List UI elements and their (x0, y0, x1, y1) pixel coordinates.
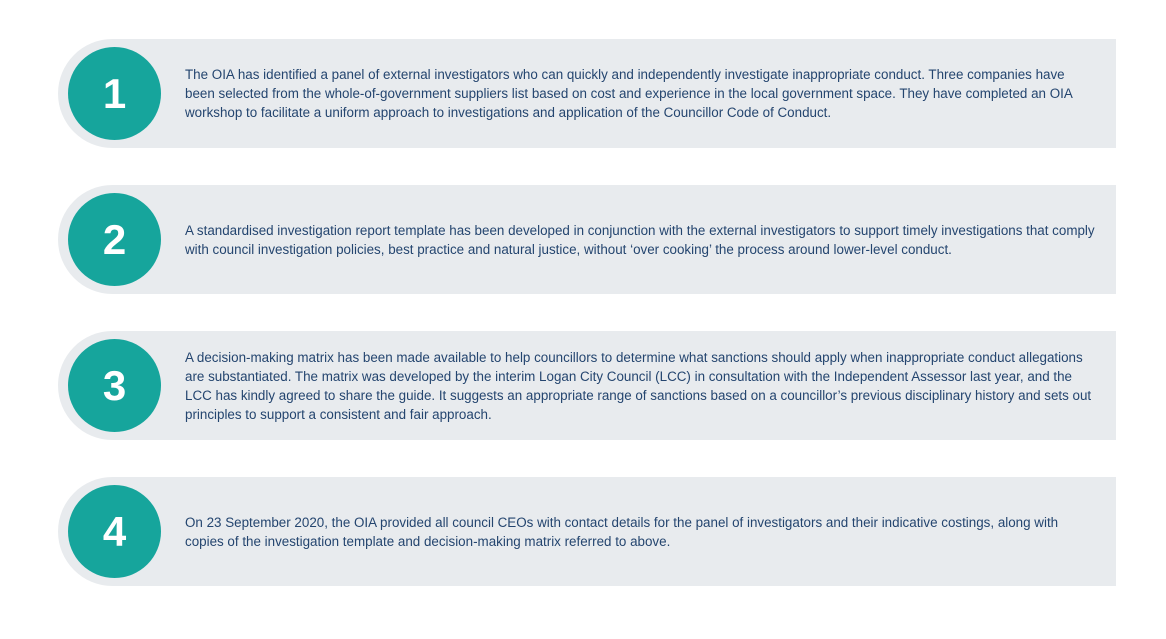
number-badge: 3 (68, 339, 161, 432)
list-item-2 (58, 185, 1116, 294)
list-item-4 (58, 477, 1116, 586)
list-item-3 (58, 331, 1116, 440)
item-text: A standardised investigation report template has been developed in conjunction with the external investigators to support timely investigations that comply with council investigation policies, best practice and natural justice, without ‘over cooking’ the process around lower-level conduct. (185, 222, 1095, 257)
item-text: The OIA has identified a panel of external investigators who can quickly and independently investigate inappropriate conduct. Three companies have been selected from the whole-of-government suppliers list based on cost and experience in the local government space. They have completed an OIA workshop to facilitate a uniform approach to investigations and application of the Councillor Code of Conduct. (185, 67, 1073, 120)
item-text: A decision-making matrix has been made available to help councillors to determine what sanctions should apply when inappropriate conduct allegations are substantiated. The matrix was developed by the interim Logan City Council (LCC) in consultation with the Independent Assessor last year, and the LCC has kindly agreed to share the guide. It suggests an appropriate range of sanctions based on a councillor’s previous disciplinary history and sets out principles to support a consistent and fair approach. (185, 349, 1092, 422)
number-badge: 1 (68, 47, 161, 140)
number-badge: 4 (68, 485, 161, 578)
list-item-1 (58, 39, 1116, 148)
number-badge: 2 (68, 193, 161, 286)
item-text: On 23 September 2020, the OIA provided all council CEOs with contact details for the panel of investigators and their indicative costings, along with copies of the investigation template and decision-making matrix referred to above. (185, 514, 1059, 549)
